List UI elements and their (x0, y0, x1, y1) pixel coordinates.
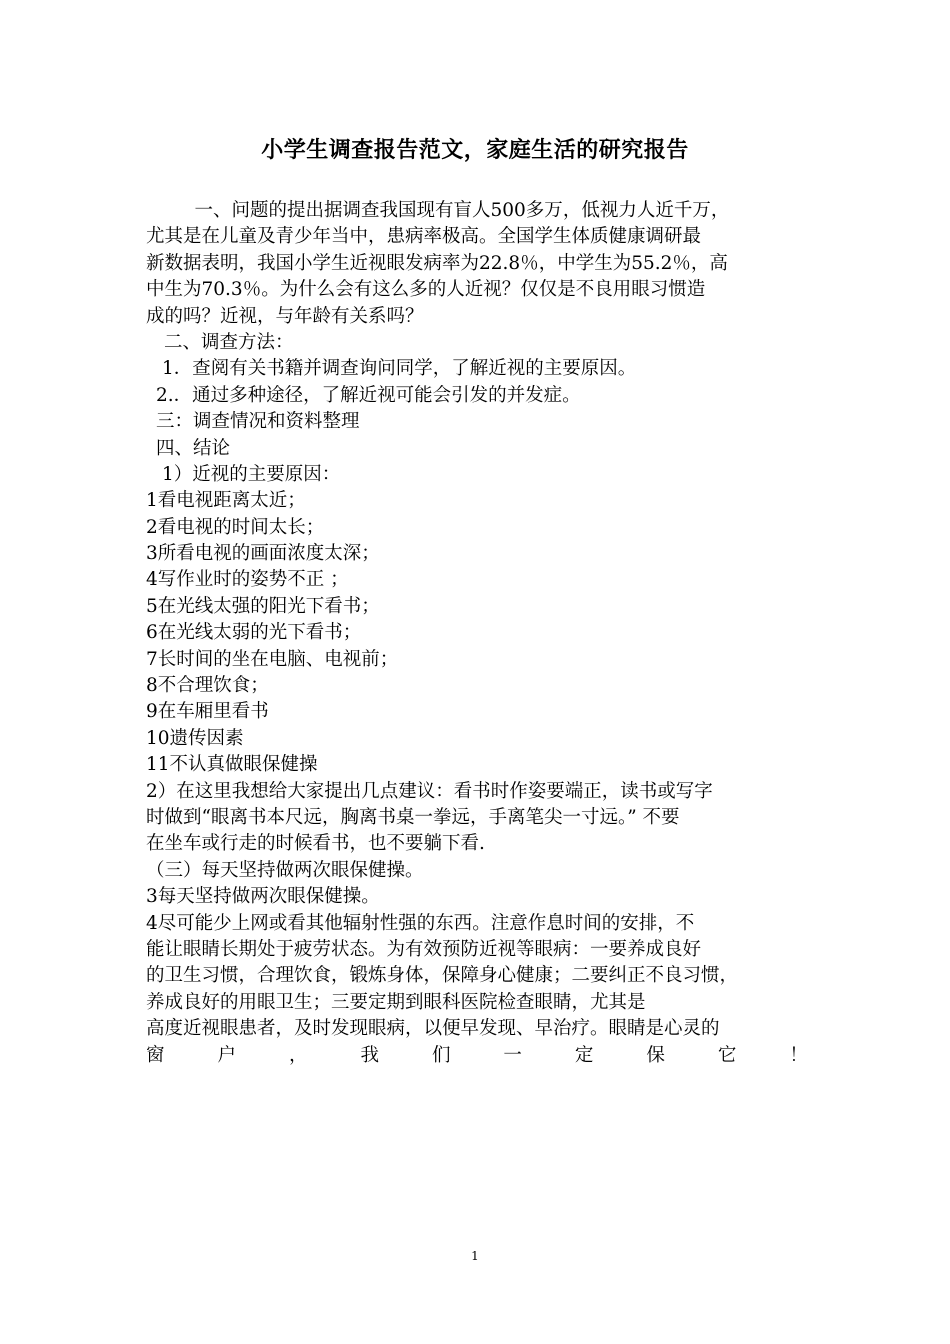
text-line: 在坐车或行走的时候看书，也不要躺下看. (146, 833, 485, 855)
text-line: 1．查阅有关书籍并调查询问同学，了解近视的主要原因。 (162, 358, 637, 380)
text-line: 新数据表明，我国小学生近视眼发病率为22.8％，中学生为55.2％，高 (146, 252, 728, 274)
spread-char: 定 (574, 1044, 594, 1066)
spread-char: 户 (217, 1044, 236, 1066)
spread-line (146, 1043, 808, 1069)
text-line: 三：调查情况和资料整理 (156, 411, 360, 433)
text-line: 高度近视眼患者，及时发现眼病，以便早发现、早治疗。眼睛是心灵的 (146, 1018, 720, 1040)
text-line: 4尽可能少上网或看其他辐射性强的东西。注意作息时间的安排，不 (146, 912, 695, 934)
text-line: 2）在这里我想给大家提出几点建议：看书时作姿要端正，读书或写字 (146, 780, 713, 802)
text-line: 二、调查方法： (164, 331, 294, 353)
spread-char: 窗 (146, 1044, 165, 1066)
text-line: 1）近视的主要原因： (162, 463, 341, 485)
text-line: （三）每天坚持做两次眼保健操。 (146, 859, 424, 881)
text-line: 养成良好的用眼卫生；三要定期到眼科医院检查眼睛，尤其是 (146, 991, 646, 1013)
text-line: 时做到“眼离书本尺远，胸离书桌一拳远，手离笔尖一寸远。” 不要 (146, 806, 680, 828)
document-body (146, 198, 808, 1069)
text-line: 1看电视距离太近； (146, 490, 306, 512)
text-line: 3所看电视的画面浓度太深； (146, 543, 380, 565)
text-line: 能让眼睛长期处于疲劳状态。为有效预防近视等眼病：一要养成良好 (146, 938, 702, 960)
page-number: 1 (471, 1249, 479, 1263)
text-line: 8不合理饮食； (146, 675, 269, 697)
text-line: 一、问题的提出据调查我国现有盲人500多万，低视力人近千万， (176, 200, 730, 221)
text-line: 6在光线太弱的光下看书； (146, 622, 362, 644)
text-line: 5在光线太强的阳光下看书； (146, 595, 380, 617)
text-line: 的卫生习惯，合理饮食，锻炼身体，保障身心健康；二要纠正不良习惯， (146, 965, 739, 987)
text-line: 2看电视的时间太长； (146, 516, 325, 538)
text-line: 成的吗？近视，与年龄有关系吗？ (146, 305, 424, 327)
spread-char: 保 (646, 1044, 665, 1066)
spread-char: 们 (431, 1044, 451, 1066)
text-line: 10遗传因素 (146, 727, 244, 749)
spread-char: ！ (789, 1044, 808, 1066)
text-line: 四、结论 (156, 437, 231, 459)
spread-char: 一 (503, 1044, 522, 1066)
text-line: 尤其是在儿童及青少年当中，患病率极高。全国学生体质健康调研最 (146, 226, 702, 248)
text-line: 2.．通过多种途径，了解近视可能会引发的并发症。 (156, 384, 581, 406)
spread-char: 我 (360, 1044, 379, 1066)
spread-char: ， (288, 1044, 308, 1066)
text-line: 9在车厢里看书 (146, 701, 269, 723)
spread-char: 它 (717, 1044, 737, 1066)
text-line: 3每天坚持做两次眼保健操。 (146, 886, 380, 908)
text-line: 7长时间的坐在电脑、电视前； (146, 648, 399, 670)
text-line: 11不认真做眼保健操 (146, 754, 318, 776)
text-line: 中生为70.3％。为什么会有这么多的人近视？仅仅是不良用眼习惯造 (146, 279, 706, 301)
document-title: 小学生调查报告范文，家庭生活的研究报告 (261, 137, 689, 163)
text-line: 4写作业时的姿势不正 ； (146, 569, 349, 591)
